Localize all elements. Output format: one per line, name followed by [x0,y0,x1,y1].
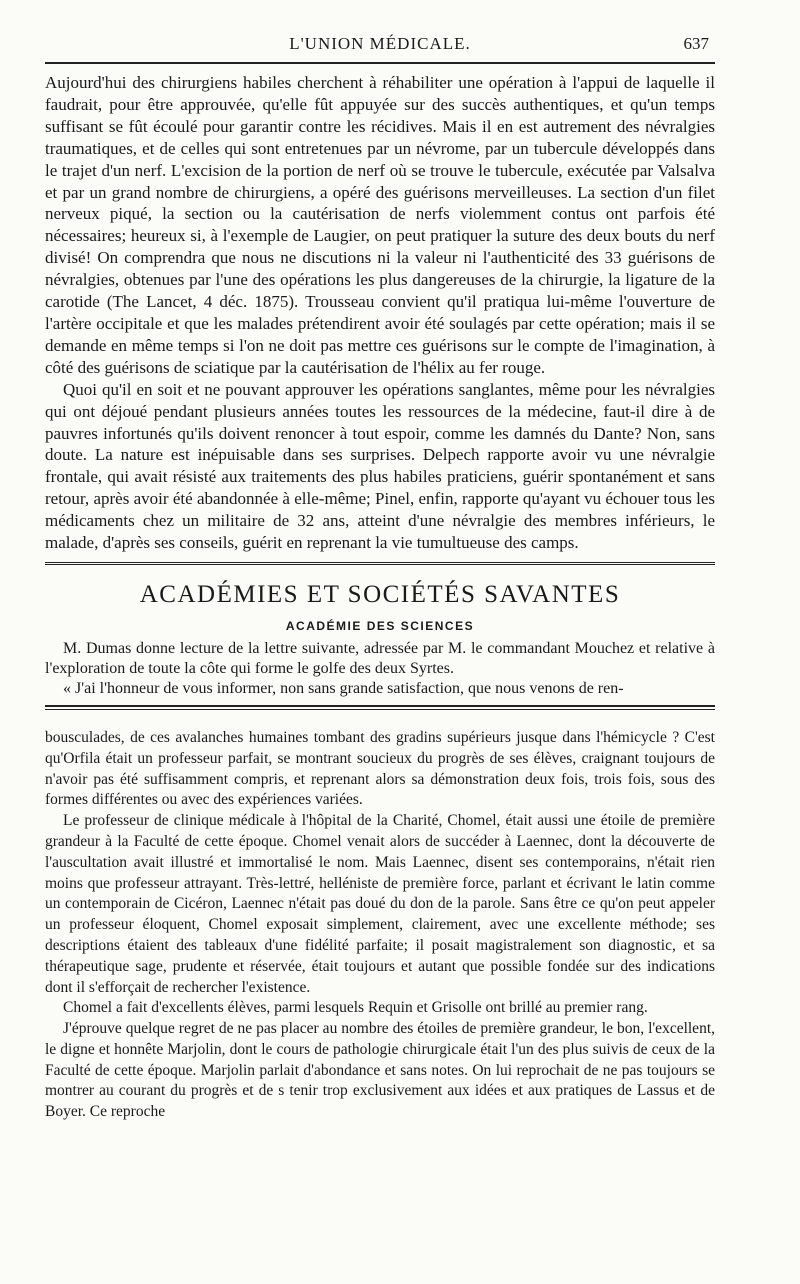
feuilleton-paragraph: bousculades, de ces avalanches humaines tombant des gradins supérieurs jusque dans l'hémicycle ? C'est qu'Orfila était un professeur parfait, se montrant soucieux du progrès de ses élèves, craignant toujours de n'avoir pas été suffisamment compris, et reprenant alors sa démonstration deux fois, trois fois, sous des formes différentes ou avec des expériences variées. [45,728,715,809]
feuilleton-paragraph: Le professeur de clinique médicale à l'hôpital de la Charité, Chomel, était aussi une étoile de première grandeur à la Faculté de cette époque. Chomel venait alors de succéder à Laennec, dont la découverte de l'auscultation avait illustré et immortalisé le nom. Mais Laennec, disent ses contemporains, n'était rien moins que professeur attrayant. Très-lettré, helléniste de première force, parlant et écrivant le latin comme un contemporain de Cicéron, Laennec n'était pas doué du don de la parole. Sans être ce qu'on peut appeler un professeur éloquent, Chomel exposait simplement, clairement, avec une excellente méthode; ses descriptions étaient des tableaux d'une fidélité parfaite; il posait magistralement son diagnostic, et sa thérapeutique sage, prudente et réservée, était toujours et autant que possible fondée sur des indications dont il s'efforçait de rechercher l'existence. [45,812,715,996]
feuilleton [45,728,715,1123]
section-divider [45,562,715,569]
page-header [45,30,715,64]
feuilleton-paragraph: J'éprouve quelque regret de ne pas placer au nombre des étoiles de première grandeur, le bon, l'excellent, le digne et honnête Marjolin, dont le cours de pathologie chirurgicale était l'un des plus suivis de ceux de la Faculté de cette époque. Marjolin parlait d'abondance et sans notes. On lui reprochait de ne pas toujours se montrer au courant du progrès et de s tenir trop exclusivement aux idées et aux pratiques de Lassus et de Boyer. Ce reproche [45,1020,715,1121]
section-title: ACADÉMIES ET SOCIÉTÉS SAVANTES [139,580,621,608]
academies-section [45,579,715,699]
page [45,30,715,1123]
page-number: 637 [683,34,709,53]
body-paragraph: Quoi qu'il en soit et ne pouvant approuver les opérations sanglantes, même pour les névralgies qui ont déjoué pendant plusieurs années toutes les ressources de la médecine, faut-il dire à de pauvres infortunés qu'ils doivent renoncer à tout espoir, comme les damnés du Dante? Non, sans doute. La nature est inépuisable dans ses surprises. Delpech rapporte avoir vu une névralgie frontale, qui avait résisté aux traitements des plus habiles praticiens, guérir spontanément et sans retour, après avoir été abandonnée à elle-même; Pinel, enfin, rapporte qu'ayant vu échouer tous les médicaments chez un militaire de 32 ans, atteint d'une névralgie des membres inférieurs, le malade, d'après ses conseils, guérit en reprenant la vie tumultueuse des camps. [45,379,715,553]
feuilleton-divider [45,705,715,710]
article-body [45,72,715,554]
section-paragraph: M. Dumas donne lecture de la lettre suivante, adressée par M. le commandant Mouchez et relative à l'exploration de toute la côte qui forme le golfe des deux Syrtes. [45,639,715,677]
feuilleton-paragraph: Chomel a fait d'excellents élèves, parmi lesquels Requin et Grisolle ont brillé au premier rang. [63,999,648,1017]
running-title: L'UNION MÉDICALE. [289,34,471,53]
body-paragraph: Aujourd'hui des chirurgiens habiles cherchent à réhabiliter une opération à l'appui de laquelle il faudrait, pour être approuvée, qu'elle fût appuyée sur des succès authentiques, et qu'un temps suffisant se fût écoulé pour garantir contre les récidives. Mais il en est autrement des névralgies traumatiques, et de celles qui sont entretenues par un névrome, par un tubercule développés dans le trajet d'un nerf. L'excision de la portion de nerf où se trouve le tubercule, exécutée par Valsalva et par un grand nombre de chirurgiens, a opéré des guérisons merveilleuses. La section d'un filet nerveux piqué, la section ou la cautérisation de nerfs violemment contus ont parfois été nécessaires; heureux si, à l'exemple de Laugier, on peut pratiquer la suture des deux bouts du nerf divisé! On comprendra que nous ne discutions ni la valeur ni l'authenticité des 33 guérisons de névralgies, obtenues par l'une des opérations les plus dangereuses de la chirurgie, la ligature de la carotide (The Lancet, 4 déc. 1875). Trousseau convient qu'il pratiqua lui-même l'ouverture de l'artère occipitale et que les malades prétendirent avoir été soulagés par cette opération; mais il se demande en même temps si l'on ne doit pas mettre ces guérisons sur le compte de l'imagination, à côté des guérisons de sciatique par la cautérisation de l'hélix au fer rouge. [45,73,715,377]
section-paragraph: « J'ai l'honneur de vous informer, non sans grande satisfaction, que nous venons de ren- [63,679,624,697]
section-subtitle: ACADÉMIE DES SCIENCES [285,618,475,633]
